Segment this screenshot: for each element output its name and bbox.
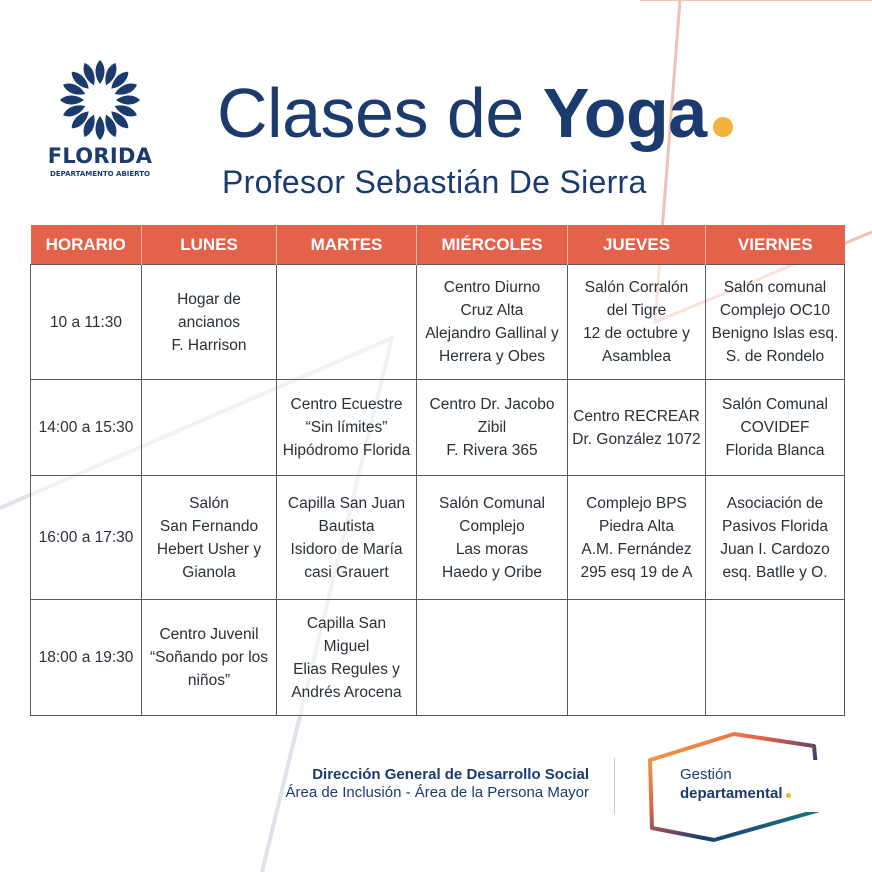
gestion-line2-text: departamental <box>680 785 783 802</box>
title-dot-icon <box>713 117 733 137</box>
footer-org-title: Dirección General de Desarrollo Social <box>312 766 589 783</box>
cell-miercoles: Centro Diurno Cruz Alta Alejandro Gallinal y Herrera y Obes <box>417 265 568 380</box>
table-row <box>31 265 845 380</box>
cell-time: 16:00 a 17:30 <box>31 476 142 600</box>
florida-logo <box>38 58 162 178</box>
cell-martes <box>277 265 417 380</box>
cell-jueves: Complejo BPS Piedra Alta A.M. Fernández 295 esq 19 de A <box>568 476 706 600</box>
column-header-jueves: JUEVES <box>568 225 706 265</box>
cell-jueves: Salón Corralón del Tigre 12 de octubre y Asamblea <box>568 265 706 380</box>
footer-org-subtitle: Área de Inclusión - Área de la Persona Mayor <box>285 784 589 801</box>
footer-divider <box>614 758 615 814</box>
cell-lunes: Centro Juvenil “Soñando por los niños” <box>142 600 277 716</box>
cell-martes: Capilla San Miguel Elias Regules y Andrés Arocena <box>277 600 417 716</box>
table-row <box>31 476 845 600</box>
cell-miercoles <box>417 600 568 716</box>
cell-martes: Capilla San Juan Bautista Isidoro de María casi Grauert <box>277 476 417 600</box>
logo-subtitle: DEPARTAMENTO ABIERTO <box>50 170 150 178</box>
cell-lunes <box>142 380 277 476</box>
cell-miercoles: Centro Dr. Jacobo Zibil F. Rivera 365 <box>417 380 568 476</box>
column-header-miercoles: MIÉRCOLES <box>417 225 568 265</box>
footer-organization <box>286 766 590 801</box>
cell-time: 10 a 11:30 <box>31 265 142 380</box>
column-header-horario: HORARIO <box>31 225 142 265</box>
cell-time: 14:00 a 15:30 <box>31 380 142 476</box>
table-row <box>31 380 845 476</box>
cell-viernes: Salón Comunal COVIDEF Florida Blanca <box>706 380 845 476</box>
logo-name: FLORIDA <box>47 144 153 168</box>
title-light: Clases de <box>217 74 543 152</box>
column-header-viernes: VIERNES <box>706 225 845 265</box>
cell-jueves <box>568 600 706 716</box>
teacher-subtitle: Profesor Sebastián De Sierra <box>222 164 647 200</box>
title-bold: Yoga <box>542 74 707 152</box>
gestion-departamental-logo <box>644 732 844 844</box>
cell-lunes: Hogar de ancianos F. Harrison <box>142 265 277 380</box>
sun-emblem-icon <box>58 58 142 142</box>
gestion-line2 <box>680 785 791 802</box>
gestion-line1: Gestión <box>680 766 732 783</box>
column-header-martes: MARTES <box>277 225 417 265</box>
page-title <box>217 68 733 158</box>
table-header-row <box>31 225 845 265</box>
cell-viernes <box>706 600 845 716</box>
cell-lunes: Salón San Fernando Hebert Usher y Gianola <box>142 476 277 600</box>
cell-time: 18:00 a 19:30 <box>31 600 142 716</box>
cell-miercoles: Salón Comunal Complejo Las moras Haedo y Oribe <box>417 476 568 600</box>
cell-viernes: Asociación de Pasivos Florida Juan I. Cardozo esq. Batlle y O. <box>706 476 845 600</box>
cell-jueves: Centro RECREAR Dr. González 1072 <box>568 380 706 476</box>
column-header-lunes: LUNES <box>142 225 277 265</box>
gestion-dot-icon <box>786 793 791 798</box>
table-row <box>31 600 845 716</box>
schedule-table <box>30 225 845 716</box>
cell-martes: Centro Ecuestre “Sin límites” Hipódromo Florida <box>277 380 417 476</box>
cell-viernes: Salón comunal Complejo OC10 Benigno Islas esq. S. de Rondelo <box>706 265 845 380</box>
